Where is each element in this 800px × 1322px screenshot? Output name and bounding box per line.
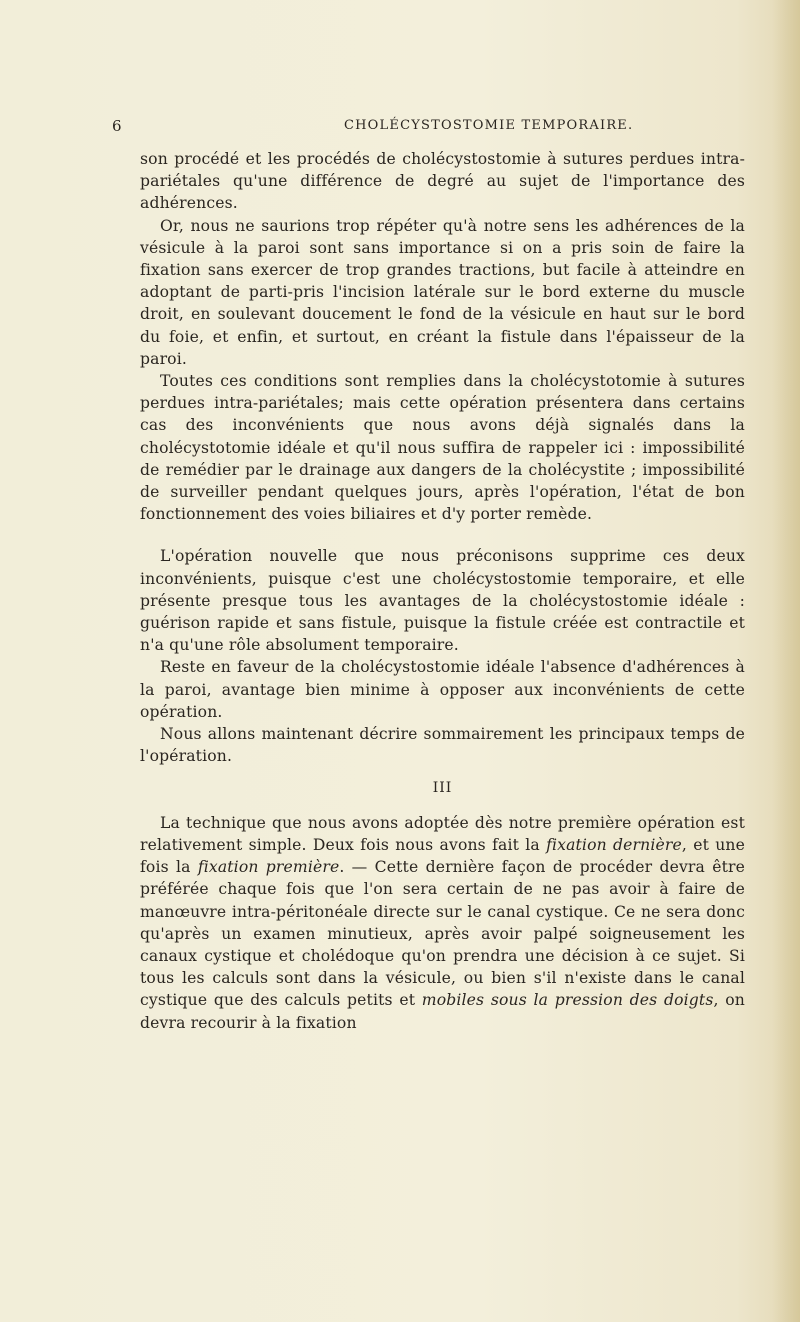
paragraph-7-text-3: . — Cette dernière façon de procéder devra être préférée chaque fois que l'on sera certain de ne pas avoir à faire de manœuvre intra-péritonéale directe sur le canal cystique. Ce ne sera donc qu'après un examen minutieux, après avoir palpé soigneusement les canaux cystique et cholédoque qu'on prendra une décision à ce sujet. Si tous les calculs sont dans la vésicule, ou bien s'il n'existe dans le canal cystique que des calculs petits et <box>140 858 745 1010</box>
italic-mobiles: mobiles sous la pression des doigts <box>421 991 714 1010</box>
paragraph-2: Or, nous ne saurions trop répéter qu'à notre sens les adhérences de la vésicule à la paroi sont sans importance si on a pris soin de faire la fixation sans exercer de trop grandes tractions, but facile à atteindre en adoptant de parti-pris l'incision latérale sur le bord externe du muscle droit, en soulevant doucement le fond de la vésicule en haut sur le bord du foie, et enfin, et surtout, en créant la fistule dans l'épaisseur de la paroi. <box>140 216 745 368</box>
paragraph-7 <box>140 812 745 1034</box>
body-text <box>140 148 745 1034</box>
paragraph-1: son procédé et les procédés de cholécystostomie à sutures perdues intra-pariétales qu'une différence de degré au sujet de l'importance des adhérences. <box>140 150 745 213</box>
paragraph-7-text-1: La technique que nous avons adoptée dès notre première opération est relativement simple. Deux fois nous avons fait la <box>140 813 745 854</box>
section-number: III <box>432 780 453 797</box>
page-number: 6 <box>112 117 123 135</box>
running-title: CHOLÉCYSTOSTOMIE TEMPORAIRE. <box>344 118 634 133</box>
paragraph-6: Nous allons maintenant décrire sommairement les principaux temps de l'opération. <box>140 725 745 766</box>
paragraph-7-text-2: , et une fois la <box>140 835 745 877</box>
page-edge-shadow <box>772 0 800 1322</box>
paragraph-gap <box>140 525 745 545</box>
paragraph-4: L'opération nouvelle que nous préconisons supprime ces deux inconvénients, puisque c'est une cholécystostomie temporaire, et elle présente presque tous les avantages de la cholécystostomie idéale : guérison rapide et sans fistule, puisque la fistule créée est contractile et n'a qu'une rôle absolument temporaire. <box>140 547 745 655</box>
paragraph-5: Reste en faveur de la cholécystostomie idéale l'absence d'adhérences à la paroi, avantage bien minime à opposer aux inconvénients de cette opération. <box>140 658 745 721</box>
italic-fixation-derniere: fixation dernière <box>546 835 682 854</box>
paragraph-7-text-4: , on devra recourir à la fixation <box>140 991 745 1032</box>
page-header <box>112 117 752 139</box>
paragraph-3: Toutes ces conditions sont remplies dans la cholécystotomie à sutures perdues intra-pariétales; mais cette opération présentera dans certains cas des inconvénients que nous avons déjà signalés dans la cholécystotomie idéale et qu'il nous suffira de rappeler ici : impossibilité de remédier par le drainage aux dangers de la cholécystite ; impossibilité de surveiller pendant quelques jours, après l'opération, l'état de bon fonctionnement des voies biliaires et d'y porter remède. <box>140 372 745 524</box>
italic-fixation-premiere: fixation première <box>197 858 340 877</box>
